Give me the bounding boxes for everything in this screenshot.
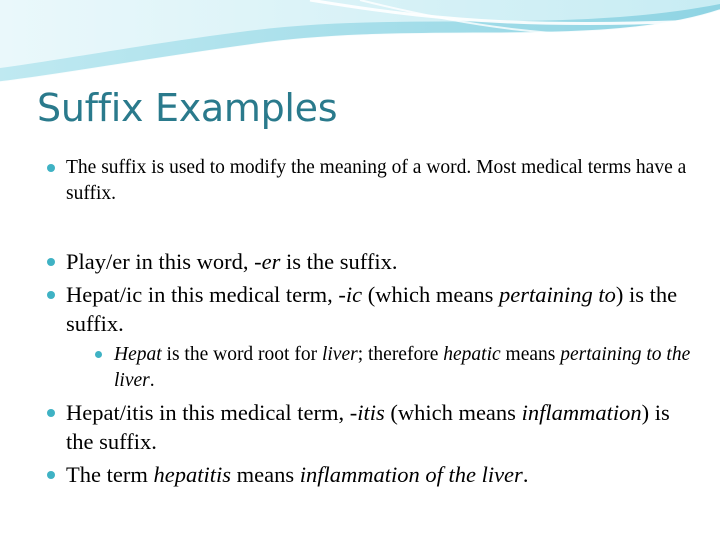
bullet-hepatitis-example xyxy=(46,398,696,456)
bullet-text: Hepat/ic in this medical term, xyxy=(66,282,339,307)
meaning-pertaining-to: pertaining to xyxy=(499,282,616,307)
bullet-text: is the suffix. xyxy=(280,249,398,274)
suffix-er: -er xyxy=(254,249,281,274)
sub-text: is the word root for xyxy=(161,344,322,365)
bullet-text: means xyxy=(230,462,300,487)
sub-text: . xyxy=(149,370,155,391)
bullet-suffix-definition xyxy=(46,155,696,207)
bullet-list xyxy=(46,155,696,489)
suffix-itis: -itis xyxy=(349,400,385,425)
bullet-hepatic-example xyxy=(46,280,696,394)
meaning-inflammation-of-the-liver: inflammation of the liver xyxy=(299,462,523,487)
sub-text: ; therefore xyxy=(357,344,444,365)
bullet-text: ) is the suffix. xyxy=(66,282,678,336)
bullet-text: (which means xyxy=(384,400,522,425)
bullet-text: ) is the suffix. xyxy=(66,400,670,454)
root-hepat: Hepat xyxy=(114,344,162,365)
meaning-pertaining-to-the-liver: pertaining to the liver xyxy=(114,344,691,391)
sub-text: means xyxy=(500,344,561,365)
sub-bullet-list xyxy=(66,342,696,394)
bullet-text: Hepat/itis in this medical term, xyxy=(66,400,350,425)
bullet-text: The suffix is used to modify the meaning of a word. Most medical terms have a suffix. xyxy=(66,157,687,204)
bullet-text: Play/er in this word, xyxy=(66,249,255,274)
bullet-text: (which means xyxy=(362,282,499,307)
bullet-text: The term xyxy=(66,462,154,487)
wave-header-decoration xyxy=(0,0,720,90)
slide-title: Suffix Examples xyxy=(37,86,338,130)
bullet-hepatitis-meaning xyxy=(46,460,696,489)
meaning-inflammation: inflammation xyxy=(521,400,642,425)
bullet-text: . xyxy=(522,462,529,487)
term-hepatitis: hepatitis xyxy=(153,462,231,487)
bullet-player-example xyxy=(46,247,696,276)
suffix-ic: -ic xyxy=(338,282,363,307)
word-liver: liver xyxy=(321,344,358,365)
sub-bullet-hepatic-meaning xyxy=(94,342,696,394)
word-hepatic: hepatic xyxy=(443,344,501,365)
